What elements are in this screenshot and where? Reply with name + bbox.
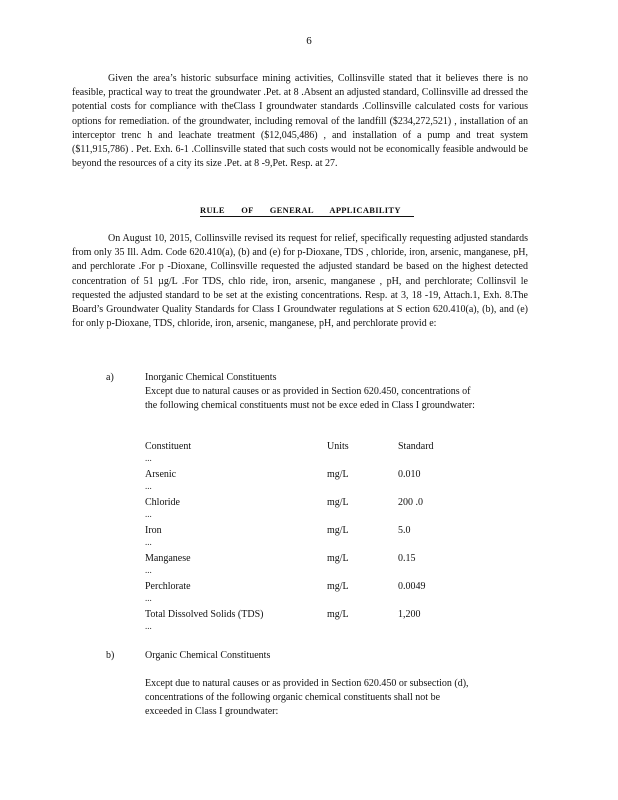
cell-standard: 1,200: [398, 609, 421, 620]
cell-units: mg/L: [327, 581, 349, 592]
cell-constituent: Total Dissolved Solids (TDS): [145, 609, 264, 620]
section-b-body: Except due to natural causes or as provided in Section 620.450 or subsection (d), concentrations of the following organic chemical constituents shall not be exceeded in Class I groundwater:: [145, 678, 469, 718]
cell-standard: 200 .0: [398, 497, 423, 508]
cell-constituent: Manganese: [145, 553, 191, 564]
table-row: [145, 608, 465, 622]
paragraph-2-text: On August 10, 2015, Collinsville revised its request for relief, specifically requesting adjusted standards from only 35 Ill. Adm. Code 620.410(a), (b) and (e) for p-Dioxane, TDS , chloride, iron, arsenic, manganese, pH, and perchlorate .For p -Dioxane, Collinsville requested the adjusted standard be based on the highest detected concentration of 51 µg/L .For TDS, chlo ride, iron, arsenic, manganese , pH, and perchlorate; Collinsvil le requested the adjusted standard to be set at the existing concentrations. Resp. at 3, 18 -19, Attach.1, Exh. 8.The Board’s Groundwater Quality Standards for Class I Groundwater regulations at S ection 620.410(a), (b), and (e) for only p-Dioxane, TDS, chloride, iron, arsenic, manganese, pH, and perchlorate provid e:: [72, 233, 528, 330]
cell-standard: 0.0049: [398, 581, 426, 592]
paragraph-1-text: Given the area’s historic subsurface mining activities, Collinsville stated that it believes there is no feasible, practical way to treat the groundwater .Pet. at 8 .Absent an adjusted standard, Collinsville ad dressed the potential costs for compliance with theClass I groundwater standards .Collinsville calculated costs for various options for remediation. of the groundwater, including removal of the landfill ($234,272,521) , installation of an interceptor trenc h and leachate treatment ($12,045,486) , and installation of a pump and treat system ($11,915,786) . Pet. Exh. 6-1 .Collinsville stated that such costs would not be economically feasible andwould be beyond the resources of a city its size .Pet. at 8 -9,Pet. Resp. at 27.: [72, 73, 528, 170]
section-b-marker: b): [106, 650, 115, 661]
page-number: 6: [306, 35, 312, 47]
section-heading: RULE OF GENERAL APPLICABILITY: [200, 205, 414, 217]
cell-standard: 5.0: [398, 525, 411, 536]
cell-constituent: Arsenic: [145, 469, 177, 480]
row-separator: ...: [145, 565, 152, 575]
table-row: [145, 468, 465, 482]
cell-units: mg/L: [327, 553, 349, 564]
paragraph-revised-request: [72, 232, 528, 331]
table-row: [145, 496, 465, 510]
row-separator: ...: [145, 509, 152, 519]
header-units: Units: [327, 441, 349, 452]
table-row: [145, 580, 465, 594]
row-separator: ...: [145, 593, 152, 603]
table-row: [145, 524, 465, 538]
row-separator: ...: [145, 537, 152, 547]
cell-constituent: Iron: [145, 525, 162, 536]
cell-units: mg/L: [327, 497, 349, 508]
cell-units: mg/L: [327, 469, 349, 480]
paragraph-mining-costs: [72, 72, 528, 171]
table-header-row: [145, 440, 465, 454]
cell-units: mg/L: [327, 609, 349, 620]
section-a-marker: a): [106, 372, 114, 383]
header-standard: Standard: [398, 441, 434, 452]
header-constituent: Constituent: [145, 441, 192, 452]
cell-standard: 0.15: [398, 553, 416, 564]
cell-units: mg/L: [327, 525, 349, 536]
table-row: [145, 552, 465, 566]
section-a-title: Inorganic Chemical Constituents: [145, 372, 277, 383]
row-separator: ...: [145, 453, 152, 463]
cell-standard: 0.010: [398, 469, 421, 480]
row-separator: ...: [145, 621, 152, 631]
constituents-table: [145, 440, 465, 636]
cell-constituent: Perchlorate: [145, 581, 191, 592]
section-a-body: Except due to natural causes or as provided in Section 620.450, concentrations of the following chemical constituents must not be exce eded in Class I groundwater:: [145, 386, 475, 412]
section-b-title: Organic Chemical Constituents: [145, 650, 271, 661]
cell-constituent: Chloride: [145, 497, 180, 508]
row-separator: ...: [145, 481, 152, 491]
